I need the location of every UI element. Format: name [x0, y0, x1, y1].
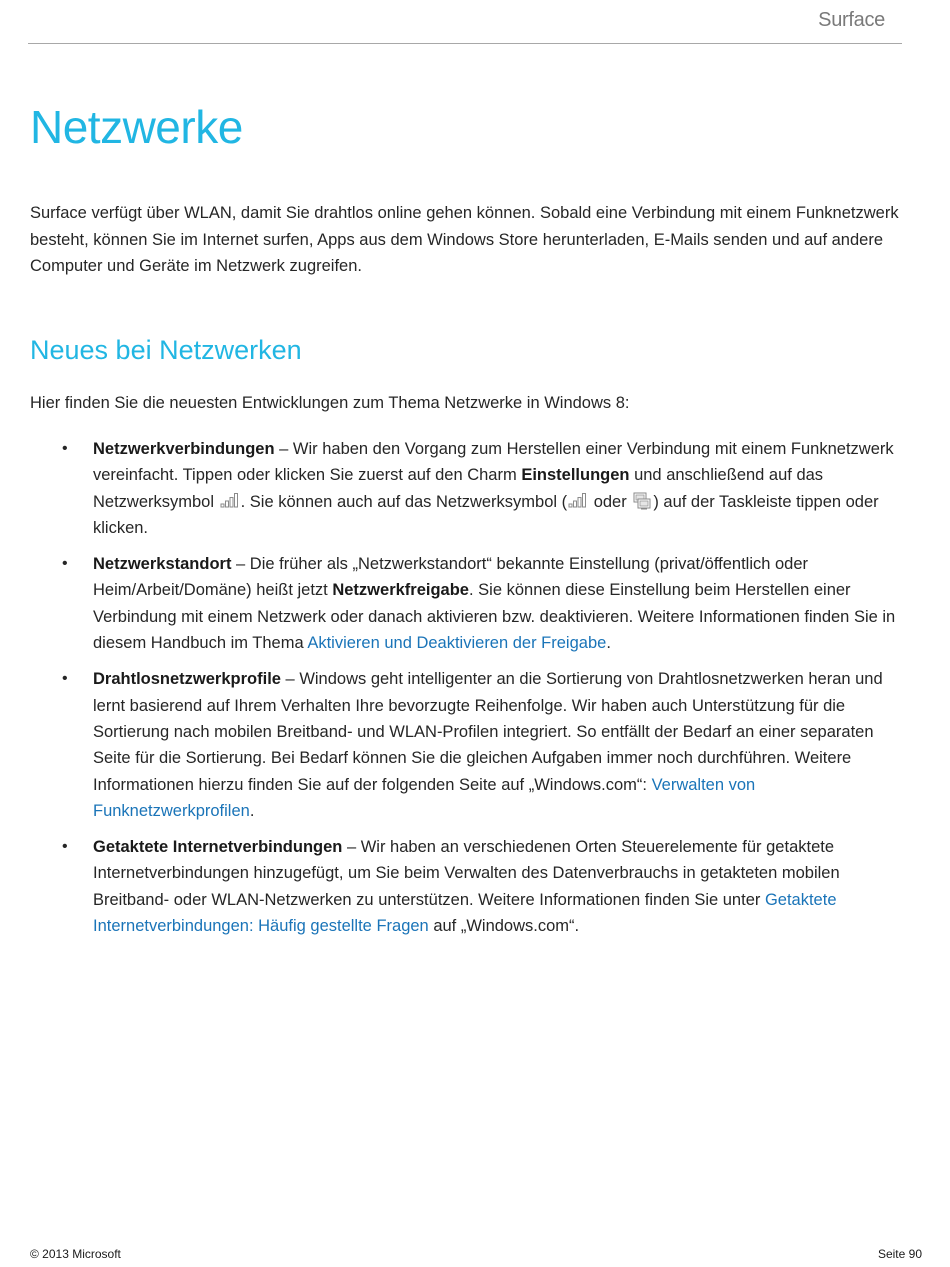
feature-term: Drahtlosnetzwerkprofile [93, 670, 281, 689]
feature-item-getaktete-verbindungen [62, 834, 907, 939]
page-title: Netzwerke [30, 101, 243, 153]
feature-term: Netzwerkstandort [93, 555, 232, 574]
section-lead: Hier finden Sie die neuesten Entwicklungen zum Thema Netzwerke in Windows 8: [30, 394, 630, 412]
feature-bold-term: Netzwerkfreigabe [332, 581, 469, 600]
bullet-marker: • [62, 670, 68, 688]
feature-list [62, 436, 907, 949]
feature-text: – Wir haben den Vorgang zum Herstellen einer Verbindung mit einem Funknetzwerk vereinfacht. Tippen oder klicken Sie zuerst auf den Charm [93, 440, 894, 485]
wifi-signal-icon [568, 492, 588, 508]
section-title: Neues bei Netzwerken [30, 335, 302, 365]
feature-item-netzwerkverbindungen [62, 436, 907, 541]
link-freigabe[interactable]: Aktivieren und Deaktivieren der Freigabe [307, 634, 607, 653]
surface-brand-label: Surface [818, 9, 885, 31]
intro-paragraph: Surface verfügt über WLAN, damit Sie drahtlos online gehen können. Sobald eine Verbindung mit einem Funknetzwerk besteht, können Sie im Internet surfen, Apps aus dem Windows Store herunterladen, E-Mails senden und auf andere Computer und Geräte im Netzwerk zugreifen. [30, 204, 899, 275]
bullet-marker: • [62, 440, 68, 457]
feature-bold-term: Einstellungen [521, 466, 630, 485]
feature-text: und anschließend auf das Netzwerksymbol [93, 466, 824, 511]
footer-copyright: © 2013 Microsoft [30, 1247, 121, 1261]
feature-text: oder [589, 492, 632, 511]
feature-item-drahtlosnetzwerkprofile [62, 666, 907, 824]
feature-item-netzwerkstandort [62, 551, 907, 656]
feature-term: Netzwerkverbindungen [93, 440, 275, 458]
feature-text: – Windows geht intelligenter an die Sortierung von Drahtlosnetzwerken heran und lernt basierend auf Ihrem Verhalten Ihre bevorzugte Reihenfolge. Wir haben auch Unterstützung für die Sortierung nach mobilen Breitband- und WLAN-Profilen integriert. So entfällt der Bedarf an einer separaten Seite für die Sortierung. Bei Bedarf können Sie die gleichen Aufgaben immer noch durchführen. Weitere Informationen hierzu finden Sie auf der folgenden Seite auf „Windows.com“: [93, 670, 883, 794]
feature-text: . [606, 634, 611, 653]
feature-text: – Wir haben an verschiedenen Orten Steuerelemente für getaktete Internetverbindungen hinzugefügt, um Sie beim Verwalten des Datenverbrauchs in getakteten mobilen Breitband- oder WLAN-Netzwerken zu unterstützen. Weitere Informationen finden Sie unter [93, 838, 840, 909]
feature-text: . [249, 801, 255, 820]
feature-term: Getaktete Internetverbindungen [93, 838, 343, 857]
link-funknetzwerkprofile[interactable]: Verwalten von Funknetzwerkprofilen [93, 775, 756, 820]
feature-text: . Sie können auch auf das Netzwerksymbol ( [240, 492, 568, 511]
feature-text: ) auf der Taskleiste tippen oder klicken. [93, 492, 879, 537]
header-divider [28, 43, 902, 44]
link-getaktete-faq[interactable]: Getaktete Internetverbindungen: Häufig gestellte Fragen [93, 890, 837, 936]
feature-text: . Sie können diese Einstellung beim Herstellen einer Verbindung mit einem Netzwerk oder danach aktivieren bzw. deaktivieren. Weitere Informationen finden Sie in diesem Handbuch im Thema [93, 581, 896, 653]
footer-page-number: Seite 90 [877, 1247, 922, 1261]
feature-text: – Die früher als „Netzwerkstandort“ bekannte Einstellung (privat/öffentlich oder Heim/Arbeit/Domäne) heißt jetzt [93, 555, 809, 600]
wired-network-icon [632, 492, 652, 508]
bullet-marker: • [62, 838, 68, 856]
feature-text: auf „Windows.com“. [428, 917, 580, 936]
bullet-marker: • [62, 555, 68, 573]
wifi-signal-icon [220, 492, 240, 508]
